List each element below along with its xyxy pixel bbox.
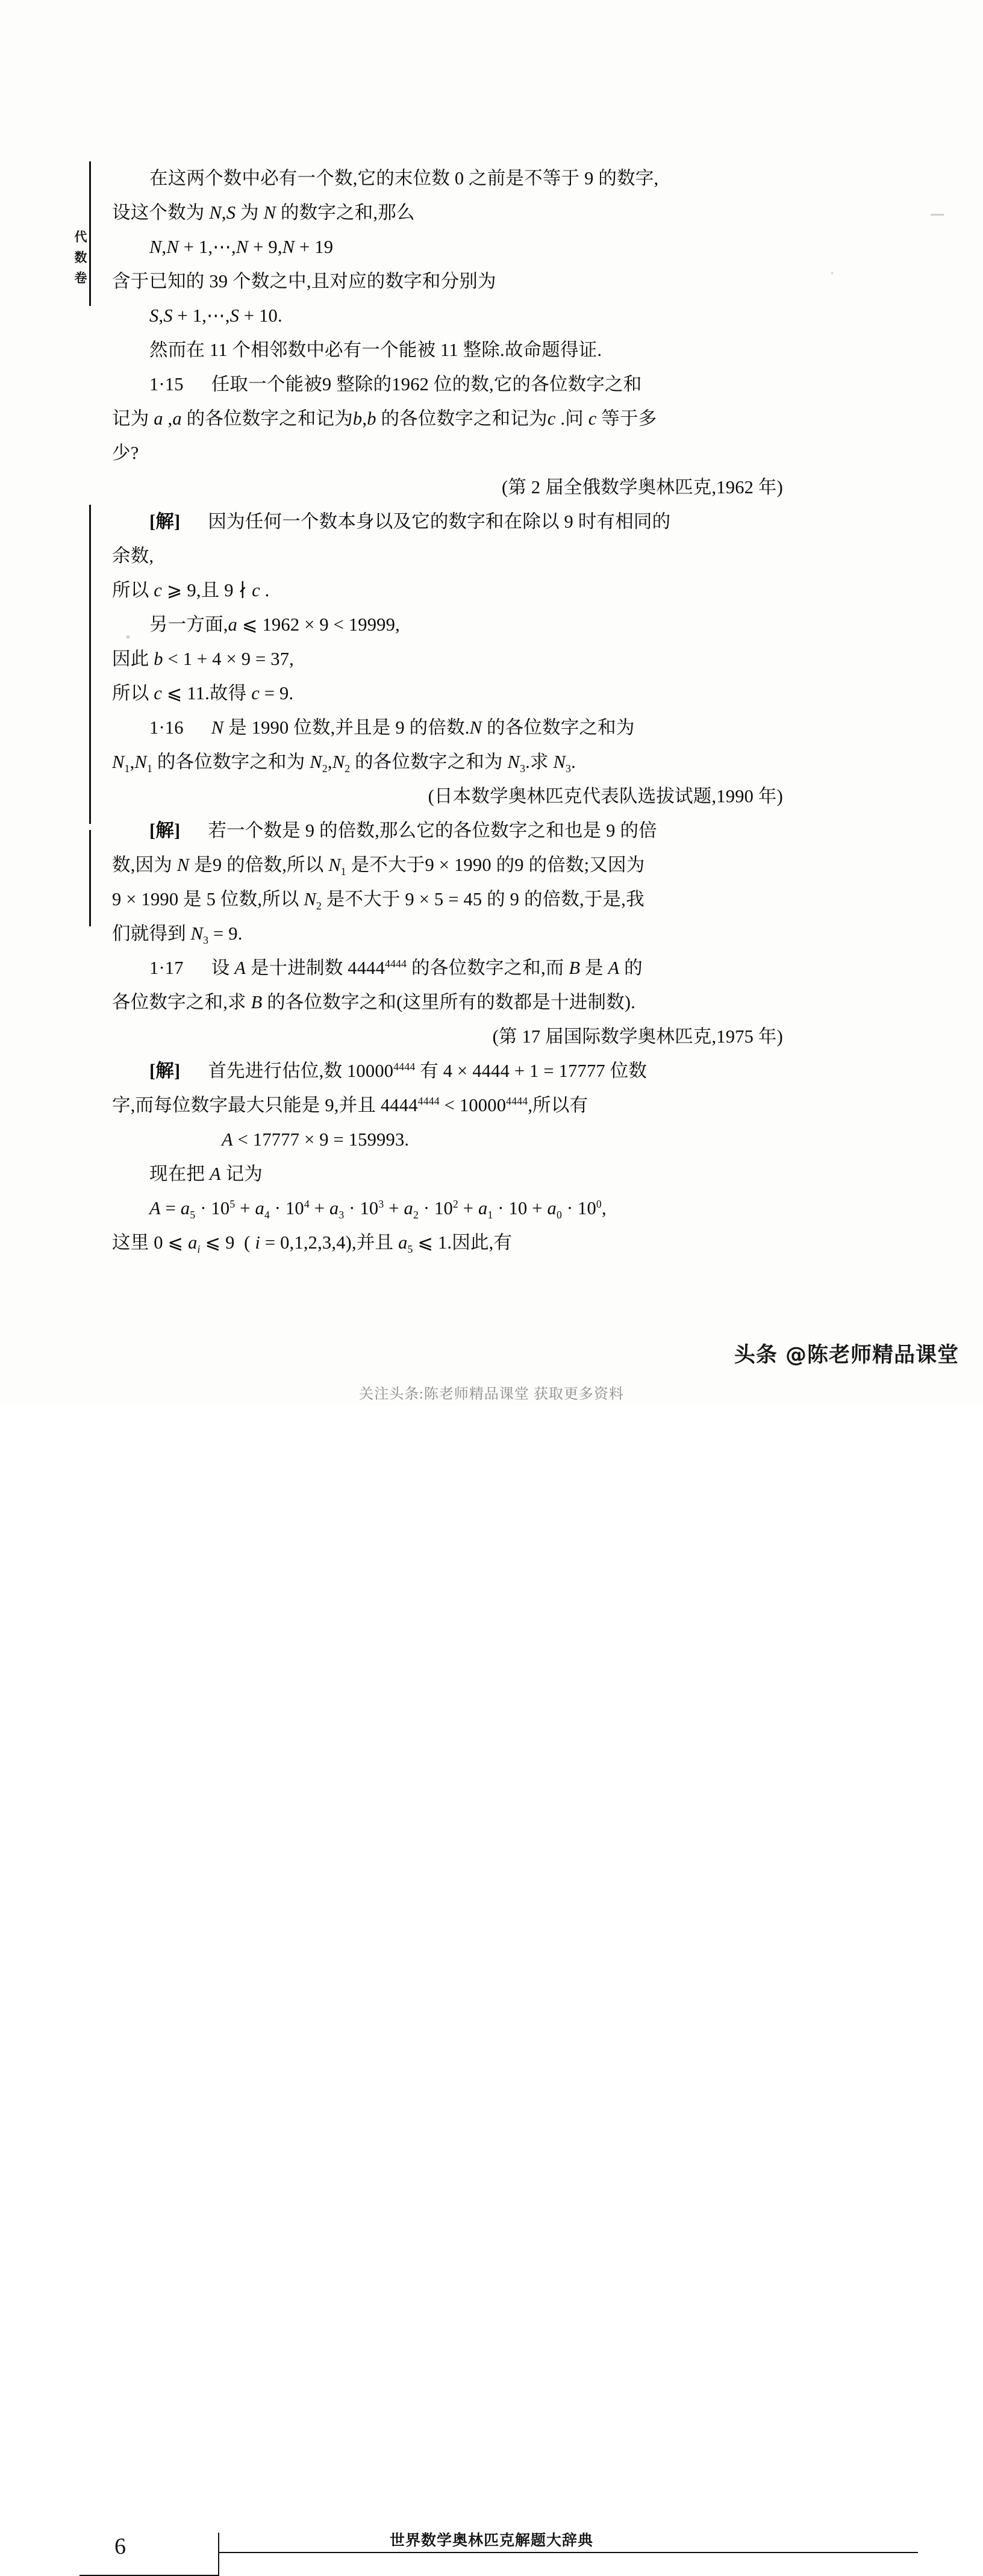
text-line: 设这个数为 N,S 为 N 的数字之和,那么 xyxy=(112,202,415,223)
problem-number: 1·17 xyxy=(149,958,184,978)
footer-rule-right xyxy=(219,2552,918,2553)
text-line: 余数, xyxy=(112,546,154,566)
left-margin-rule-bottom xyxy=(89,830,91,926)
math-line: N,N + 1,⋯,N + 9,N + 19 xyxy=(149,237,334,257)
scan-artifact xyxy=(831,272,833,274)
text-line: 9 × 1990 是 5 位数,所以 $N_2$ 是不大于 9 × 5 = 45 的 9 的倍数,于是,我 xyxy=(112,889,644,912)
problem-line: 1·17 设 A 是十进制数 $4444^{4444}$ 的各位数字之和,而 B 是 A 的 xyxy=(149,957,643,978)
running-book-title: 世界数学奥林匹克解题大辞典 xyxy=(389,2533,593,2549)
scan-artifact xyxy=(931,214,944,216)
text-line: 少? xyxy=(112,443,139,463)
problem-number: 1·15 xyxy=(149,374,184,395)
solution-marker: [解] xyxy=(149,820,181,841)
left-margin-rule-middle xyxy=(89,505,91,824)
math-line: $A = a_5 \cdot 10^5 + a_4 \cdot 10^4 + a_3 \cdot 10^3 + a_2 \cdot 10^2 + a_1 \cdot 10 + a_0 \cdot 10^0$, xyxy=(149,1197,607,1221)
text-line: 记为 a ,a 的各位数字之和记为b,b 的各位数字之和记为c .问 c 等于多 xyxy=(112,408,657,429)
source-attribution: (第 17 届国际数学奥林匹克,1975 年) xyxy=(492,1026,783,1047)
math-line: S,S + 1,⋯,S + 10. xyxy=(149,305,282,326)
math-line: A < 17777 × 9 = 159993. xyxy=(222,1129,410,1150)
text-line: $N_1,N_1$ 的各位数字之和为 $N_2,N_2$ 的各位数字之和为 $N_3$.求 $N_3$. xyxy=(112,752,576,775)
scan-artifact xyxy=(126,635,130,638)
problem-line: 1·15 任取一个能被9 整除的1962 位的数,它的各位数字之和 xyxy=(149,374,642,395)
text-line: 另一方面,a ⩽ 1962 × 9 < 19999, xyxy=(149,614,400,635)
text-line: 字,而每位数字最大只能是 9,并且 $4444^{4444} < 10000^{4444}$,所以有 xyxy=(112,1094,588,1115)
text-line: 数,因为 N 是9 的倍数,所以 $N_1$ 是不大于9 × 1990 的9 的倍数;又因为 xyxy=(112,855,645,878)
text-line: 们就得到 $N_3 = 9$. xyxy=(112,923,243,947)
page-number: 6 xyxy=(114,2534,126,2559)
text-line: 这里 0 ⩽ $a_i$ ⩽ 9 ( i = 0,1,2,3,4),并且 $a_5$ ⩽ 1.因此,有 xyxy=(112,1232,513,1256)
text-line: 各位数字之和,求 B 的各位数字之和(这里所有的数都是十进制数). xyxy=(112,992,636,1012)
problem-line: 1·16 N 是 1990 位数,并且是 9 的倍数.N 的各位数字之和为 xyxy=(149,717,635,738)
text-line: 所以 c ⩾ 9,且 9 ∤ c . xyxy=(112,580,270,600)
text-line: 因此 b < 1 + 4 × 9 = 37, xyxy=(112,649,294,669)
watermark-note: 关注头条:陈老师精品课堂 获取更多资料 xyxy=(359,1386,624,1402)
solution-line: [解] 若一个数是 9 的倍数,那么它的各位数字之和也是 9 的倍 xyxy=(149,820,657,841)
left-margin-rule-top xyxy=(89,161,91,306)
solution-marker: [解] xyxy=(149,1061,181,1081)
text-line: 含于已知的 39 个数之中,且对应的数字和分别为 xyxy=(112,271,496,292)
watermark-brand: 头条 @陈老师精品课堂 xyxy=(734,1343,959,1367)
solution-marker: [解] xyxy=(149,511,181,532)
page-body xyxy=(112,161,811,1260)
problem-number: 1·16 xyxy=(149,717,184,738)
text-line: 现在把 A 记为 xyxy=(149,1164,263,1184)
volume-label: 代数卷 xyxy=(73,230,88,292)
solution-line: [解] 首先进行估位,数 $10000^{4444}$ 有 4 × 4444 + 1 = 17777 位数 xyxy=(149,1060,648,1081)
source-attribution: (日本数学奥林匹克代表队选拔试题,1990 年) xyxy=(428,786,783,806)
text-line: 所以 c ⩽ 11.故得 c = 9. xyxy=(112,683,294,703)
solution-line: [解] 因为任何一个数本身以及它的数字和在除以 9 时有相同的 xyxy=(149,511,671,532)
text-line: 在这两个数中必有一个数,它的末位数 0 之前是不等于 9 的数字, xyxy=(149,168,659,189)
source-attribution: (第 2 届全俄数学奥林匹克,1962 年) xyxy=(502,477,783,497)
text-line: 然而在 11 个相邻数中必有一个能被 11 整除.故命题得证. xyxy=(149,340,602,360)
